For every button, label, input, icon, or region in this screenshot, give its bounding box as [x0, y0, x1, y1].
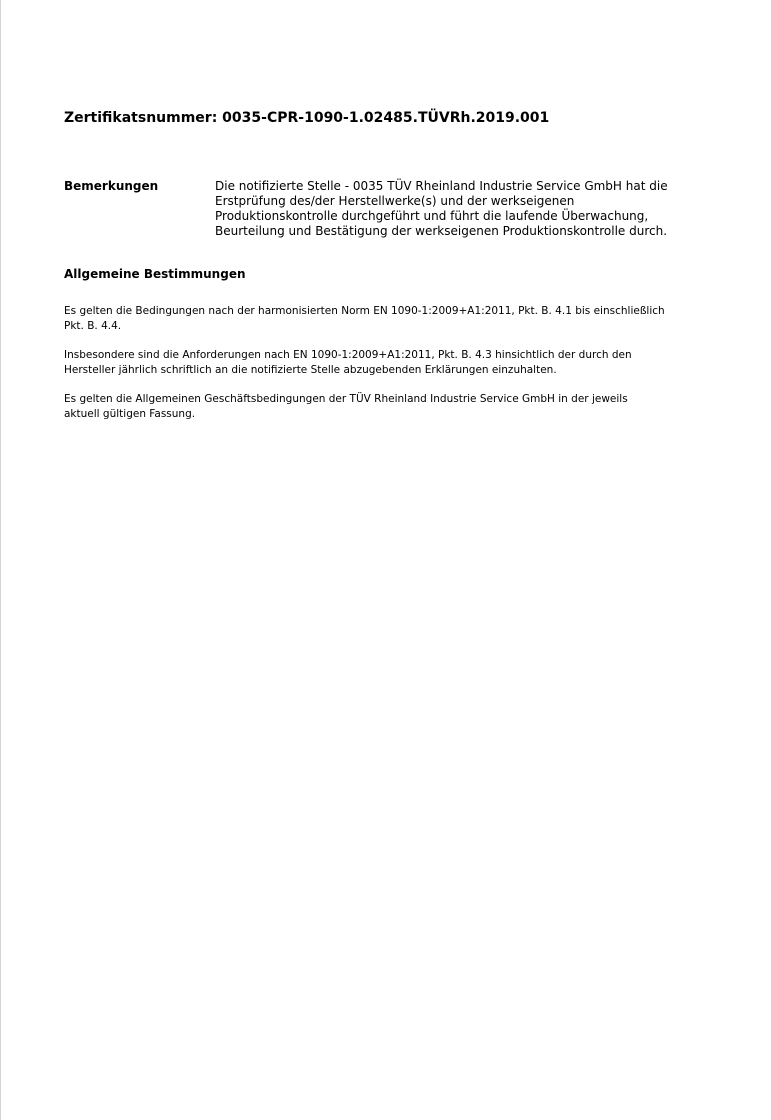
provision-paragraph [64, 348, 714, 377]
remarks-line: Beurteilung und Bestätigung der werkseigenen Produktionskontrolle durch. [215, 224, 668, 238]
remarks-text [215, 179, 715, 239]
remarks-line: Erstprüfung des/der Herstellwerke(s) und der werkseigenen [215, 194, 575, 208]
remarks-line: Die notifizierte Stelle - 0035 TÜV Rheinland Industrie Service GmbH hat die [215, 179, 668, 193]
paragraph-line: Hersteller jährlich schriftlich an die notifizierte Stelle abzugebenden Erklärungen einzuhalten. [64, 363, 557, 376]
page-edge [0, 0, 1, 1120]
paragraph-line: aktuell gültigen Fassung. [64, 407, 196, 420]
remarks-label: Bemerkungen [64, 179, 159, 193]
paragraph-line: Es gelten die Allgemeinen Geschäftsbedingungen der TÜV Rheinland Industrie Service GmbH in der jeweils [64, 393, 628, 405]
provision-paragraph [64, 304, 714, 333]
paragraph-line: Es gelten die Bedingungen nach der harmonisierten Norm EN 1090-1:2009+A1:2011, Pkt. B. 4.1 bis einschließlich [64, 305, 665, 317]
paragraph-line: Pkt. B. 4.4. [64, 319, 122, 332]
paragraph-line: Insbesondere sind die Anforderungen nach EN 1090-1:2009+A1:2011, Pkt. B. 4.3 hinsichtlich der durch den [64, 349, 632, 361]
general-provisions-heading: Allgemeine Bestimmungen [64, 267, 246, 281]
remarks-line: Produktionskontrolle durchgeführt und führt die laufende Überwachung, [215, 209, 649, 223]
certificate-number: Zertifikatsnummer: 0035-CPR-1090-1.02485.TÜVRh.2019.001 [64, 110, 550, 126]
provision-paragraph [64, 392, 714, 421]
